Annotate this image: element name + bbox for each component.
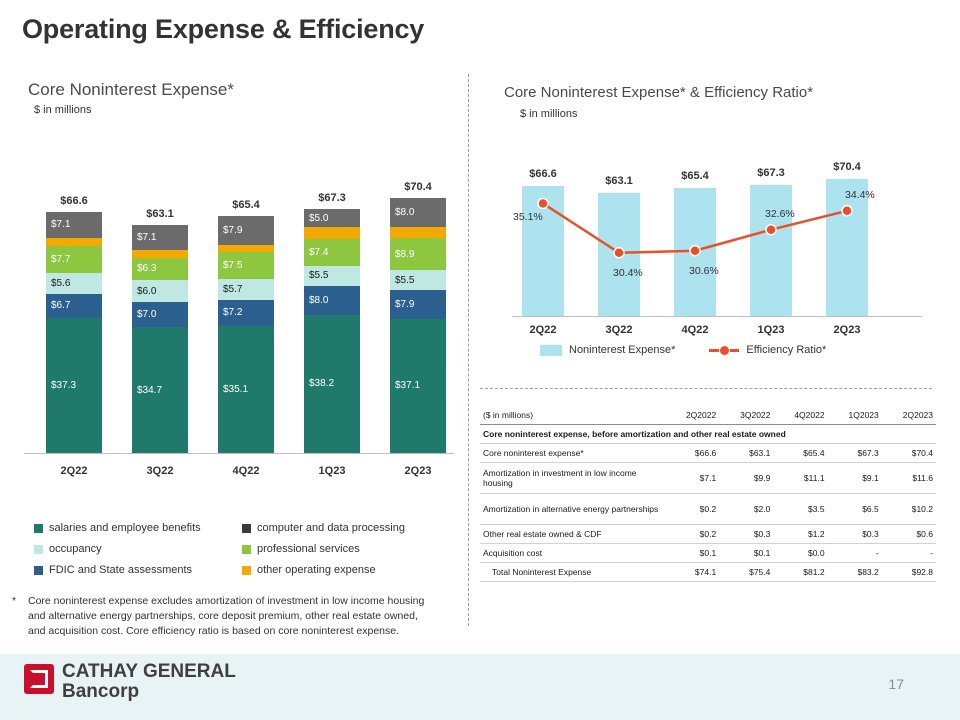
table-cell: $63.1 <box>719 444 773 463</box>
right-chart-heading: Core Noninterest Expense* & Efficiency Ratio* <box>504 84 814 101</box>
stacked-bar-column <box>304 118 360 453</box>
table-row-label: Acquisition cost <box>480 544 665 563</box>
table-cell: $65.4 <box>773 444 827 463</box>
bar-segment: $34.7 <box>132 327 188 453</box>
table-col-header: 3Q2022 <box>719 406 773 425</box>
table-row <box>480 525 936 544</box>
table-row <box>480 463 936 494</box>
table-cell: $70.4 <box>882 444 936 463</box>
legend-swatch-icon <box>242 524 251 533</box>
bar-total-label: $63.1 <box>146 207 174 220</box>
table-row <box>480 544 936 563</box>
table-cell: $67.3 <box>828 444 882 463</box>
table-section-row <box>480 425 936 444</box>
bar-segment: $5.0 <box>304 209 360 227</box>
efficiency-ratio-label: 34.4% <box>845 188 875 201</box>
left-chart-subheading: $ in millions <box>34 104 92 116</box>
table-cell: - <box>882 544 936 563</box>
table-row-label: Other real estate owned & CDF <box>480 525 665 544</box>
table-header-row <box>480 406 936 425</box>
bar-segment: $7.4 <box>304 239 360 266</box>
table-cell: $0.2 <box>665 494 719 525</box>
legend-swatch-icon <box>34 524 43 533</box>
x-axis-label: 2Q23 <box>404 465 432 477</box>
stacked-bar-column <box>390 118 446 453</box>
bar-total-label: $67.3 <box>318 192 346 205</box>
bar-value-label: $70.4 <box>833 160 861 173</box>
footnote-text: Core noninterest expense excludes amortization of investment in low income housing and alternative energy partnerships, core deposit premium, other real estate owned, and acquisition cost. Core efficiency ratio is based on core noninterest expense. <box>28 595 425 638</box>
legend-label: Noninterest Expense* <box>569 344 676 356</box>
x-axis-label: 2Q23 <box>833 324 861 336</box>
table-row-label: Total Noninterest Expense <box>480 563 665 582</box>
bar-segment: $8.0 <box>304 286 360 315</box>
table-cell: $0.6 <box>882 525 936 544</box>
table-cell: $92.8 <box>882 563 936 582</box>
bar-segment: $35.1 <box>218 326 274 453</box>
table-cell: $11.1 <box>773 463 827 494</box>
table-cell: $11.6 <box>882 463 936 494</box>
table-cell: $81.2 <box>773 563 827 582</box>
bar-segment: $7.1 <box>46 212 102 238</box>
legend-swatch-icon <box>34 545 43 554</box>
horizontal-divider <box>480 388 932 389</box>
footnote-marker: * <box>12 595 17 607</box>
footer <box>0 654 960 720</box>
table-cell: $66.6 <box>665 444 719 463</box>
bar-segment: $8.9 <box>390 238 446 270</box>
table-cell: - <box>828 544 882 563</box>
legend-swatch-icon <box>242 545 251 554</box>
bar-segment: $7.9 <box>390 290 446 319</box>
table-col-header: 1Q2023 <box>828 406 882 425</box>
bar-segment <box>46 238 102 246</box>
bar-segment: $38.2 <box>304 315 360 453</box>
table-cell: $0.1 <box>665 544 719 563</box>
efficiency-ratio-line <box>500 128 940 368</box>
table-cell: $74.1 <box>665 563 719 582</box>
table-cell: $3.5 <box>773 494 827 525</box>
bar-segment: $7.9 <box>218 216 274 245</box>
left-chart-heading: Core Noninterest Expense* <box>28 80 235 99</box>
table-total-row <box>480 563 936 582</box>
bar-value-label: $65.4 <box>681 170 709 183</box>
bar-segment: $5.5 <box>304 266 360 286</box>
legend-item-noninterest-expense <box>540 344 675 356</box>
table-col-header: ($ in millions) <box>480 406 665 425</box>
bar-segment: $7.1 <box>132 225 188 251</box>
legend-item-fdic <box>34 564 242 576</box>
vertical-divider <box>468 74 469 626</box>
table-cell: $0.3 <box>719 525 773 544</box>
table-col-header: 2Q2022 <box>665 406 719 425</box>
x-axis-label: 1Q23 <box>318 465 346 477</box>
table-cell: $9.9 <box>719 463 773 494</box>
bar-segment: $7.2 <box>218 300 274 326</box>
table-row-label: Amortization in alternative energy partnerships <box>480 494 665 525</box>
legend-swatch-icon <box>34 566 43 575</box>
right-chart-legend <box>540 344 940 356</box>
table-cell: $1.2 <box>773 525 827 544</box>
bar-segment: $5.6 <box>46 273 102 293</box>
table-cell: $10.2 <box>882 494 936 525</box>
legend-label: other operating expense <box>257 564 376 576</box>
table-row <box>480 444 936 463</box>
bar-total-label: $70.4 <box>404 181 432 194</box>
bar-segment: $6.0 <box>132 280 188 302</box>
bar-segment: $37.3 <box>46 318 102 453</box>
efficiency-ratio-label: 30.6% <box>689 264 719 277</box>
bar-value-label: $67.3 <box>757 166 785 179</box>
left-chart-legend <box>34 522 454 585</box>
stacked-bar-column <box>46 118 102 453</box>
legend-line-icon <box>709 349 739 352</box>
legend-label: computer and data processing <box>257 522 405 534</box>
table-cell: $0.3 <box>828 525 882 544</box>
stacked-bar-column <box>132 118 188 453</box>
bar-total-label: $65.4 <box>232 199 260 212</box>
x-axis-label: 1Q23 <box>757 324 785 336</box>
efficiency-ratio-label: 35.1% <box>513 211 543 224</box>
table-cell: $0.1 <box>719 544 773 563</box>
stacked-bar-column <box>218 118 274 453</box>
bar-segment <box>218 245 274 252</box>
table-cell: $83.2 <box>828 563 882 582</box>
bar-segment: $5.5 <box>390 270 446 290</box>
bar-segment: $37.1 <box>390 319 446 453</box>
x-axis-label: 4Q22 <box>232 465 260 477</box>
page-number: 17 <box>888 676 904 692</box>
bar-segment <box>132 250 188 257</box>
x-axis-label: 3Q22 <box>605 324 633 336</box>
right-chart-subheading: $ in millions <box>520 108 578 120</box>
logo-line-1: CATHAY GENERAL <box>62 661 236 682</box>
table-row-label: Core noninterest expense* <box>480 444 665 463</box>
page-title: Operating Expense & Efficiency <box>22 14 425 44</box>
bar-segment: $8.0 <box>390 198 446 227</box>
x-axis-label: 3Q22 <box>146 465 174 477</box>
legend-swatch-icon <box>242 566 251 575</box>
bar-value-label: $66.6 <box>529 168 557 181</box>
left-axis-line <box>24 453 454 454</box>
legend-label: professional services <box>257 543 360 555</box>
stacked-bar-chart <box>20 118 460 477</box>
legend-label: FDIC and State assessments <box>49 564 193 576</box>
x-axis-label: 2Q22 <box>529 324 557 336</box>
legend-swatch-icon <box>540 345 562 356</box>
bar-segment: $5.7 <box>218 279 274 300</box>
table-cell: $6.5 <box>828 494 882 525</box>
table-cell: $0.2 <box>665 525 719 544</box>
efficiency-ratio-label: 30.4% <box>613 266 643 279</box>
cathay-logo-icon <box>24 664 54 694</box>
legend-item-salaries <box>34 522 242 534</box>
combo-chart <box>500 128 940 368</box>
x-axis-label: 2Q22 <box>60 465 88 477</box>
bar-segment: $7.7 <box>46 246 102 274</box>
table-cell: $7.1 <box>665 463 719 494</box>
table-row-label: Amortization in investment in low income housing <box>480 463 665 494</box>
table-col-header: 2Q2023 <box>882 406 936 425</box>
logo-line-2: Bancorp <box>62 680 140 702</box>
table-col-header: 4Q2022 <box>773 406 827 425</box>
bar-total-label: $66.6 <box>60 194 88 207</box>
table-section-label: Core noninterest expense, before amortization and other real estate owned <box>480 425 936 444</box>
legend-item-computer <box>242 522 450 534</box>
table-row <box>480 494 936 525</box>
expense-table <box>480 406 936 582</box>
legend-label: occupancy <box>49 543 102 555</box>
bar-segment: $6.3 <box>132 258 188 281</box>
bar-segment: $7.5 <box>218 252 274 279</box>
bar-segment: $7.0 <box>132 302 188 327</box>
table-cell: $2.0 <box>719 494 773 525</box>
legend-item-professional <box>242 543 450 555</box>
legend-item-other <box>242 564 450 576</box>
efficiency-ratio-label: 32.6% <box>765 207 795 220</box>
bar-value-label: $63.1 <box>605 174 633 187</box>
table-cell: $9.1 <box>828 463 882 494</box>
legend-item-efficiency-ratio <box>709 344 826 356</box>
footnote <box>12 594 432 640</box>
legend-item-occupancy <box>34 543 242 555</box>
table-cell: $0.0 <box>773 544 827 563</box>
right-axis-line <box>512 316 922 317</box>
bar-segment <box>304 227 360 239</box>
x-axis-label: 4Q22 <box>681 324 709 336</box>
legend-label: salaries and employee benefits <box>49 522 201 534</box>
bar-segment <box>390 227 446 238</box>
logo-text <box>62 662 236 702</box>
legend-label: Efficiency Ratio* <box>746 344 827 356</box>
bar-segment: $6.7 <box>46 294 102 318</box>
table-cell: $75.4 <box>719 563 773 582</box>
